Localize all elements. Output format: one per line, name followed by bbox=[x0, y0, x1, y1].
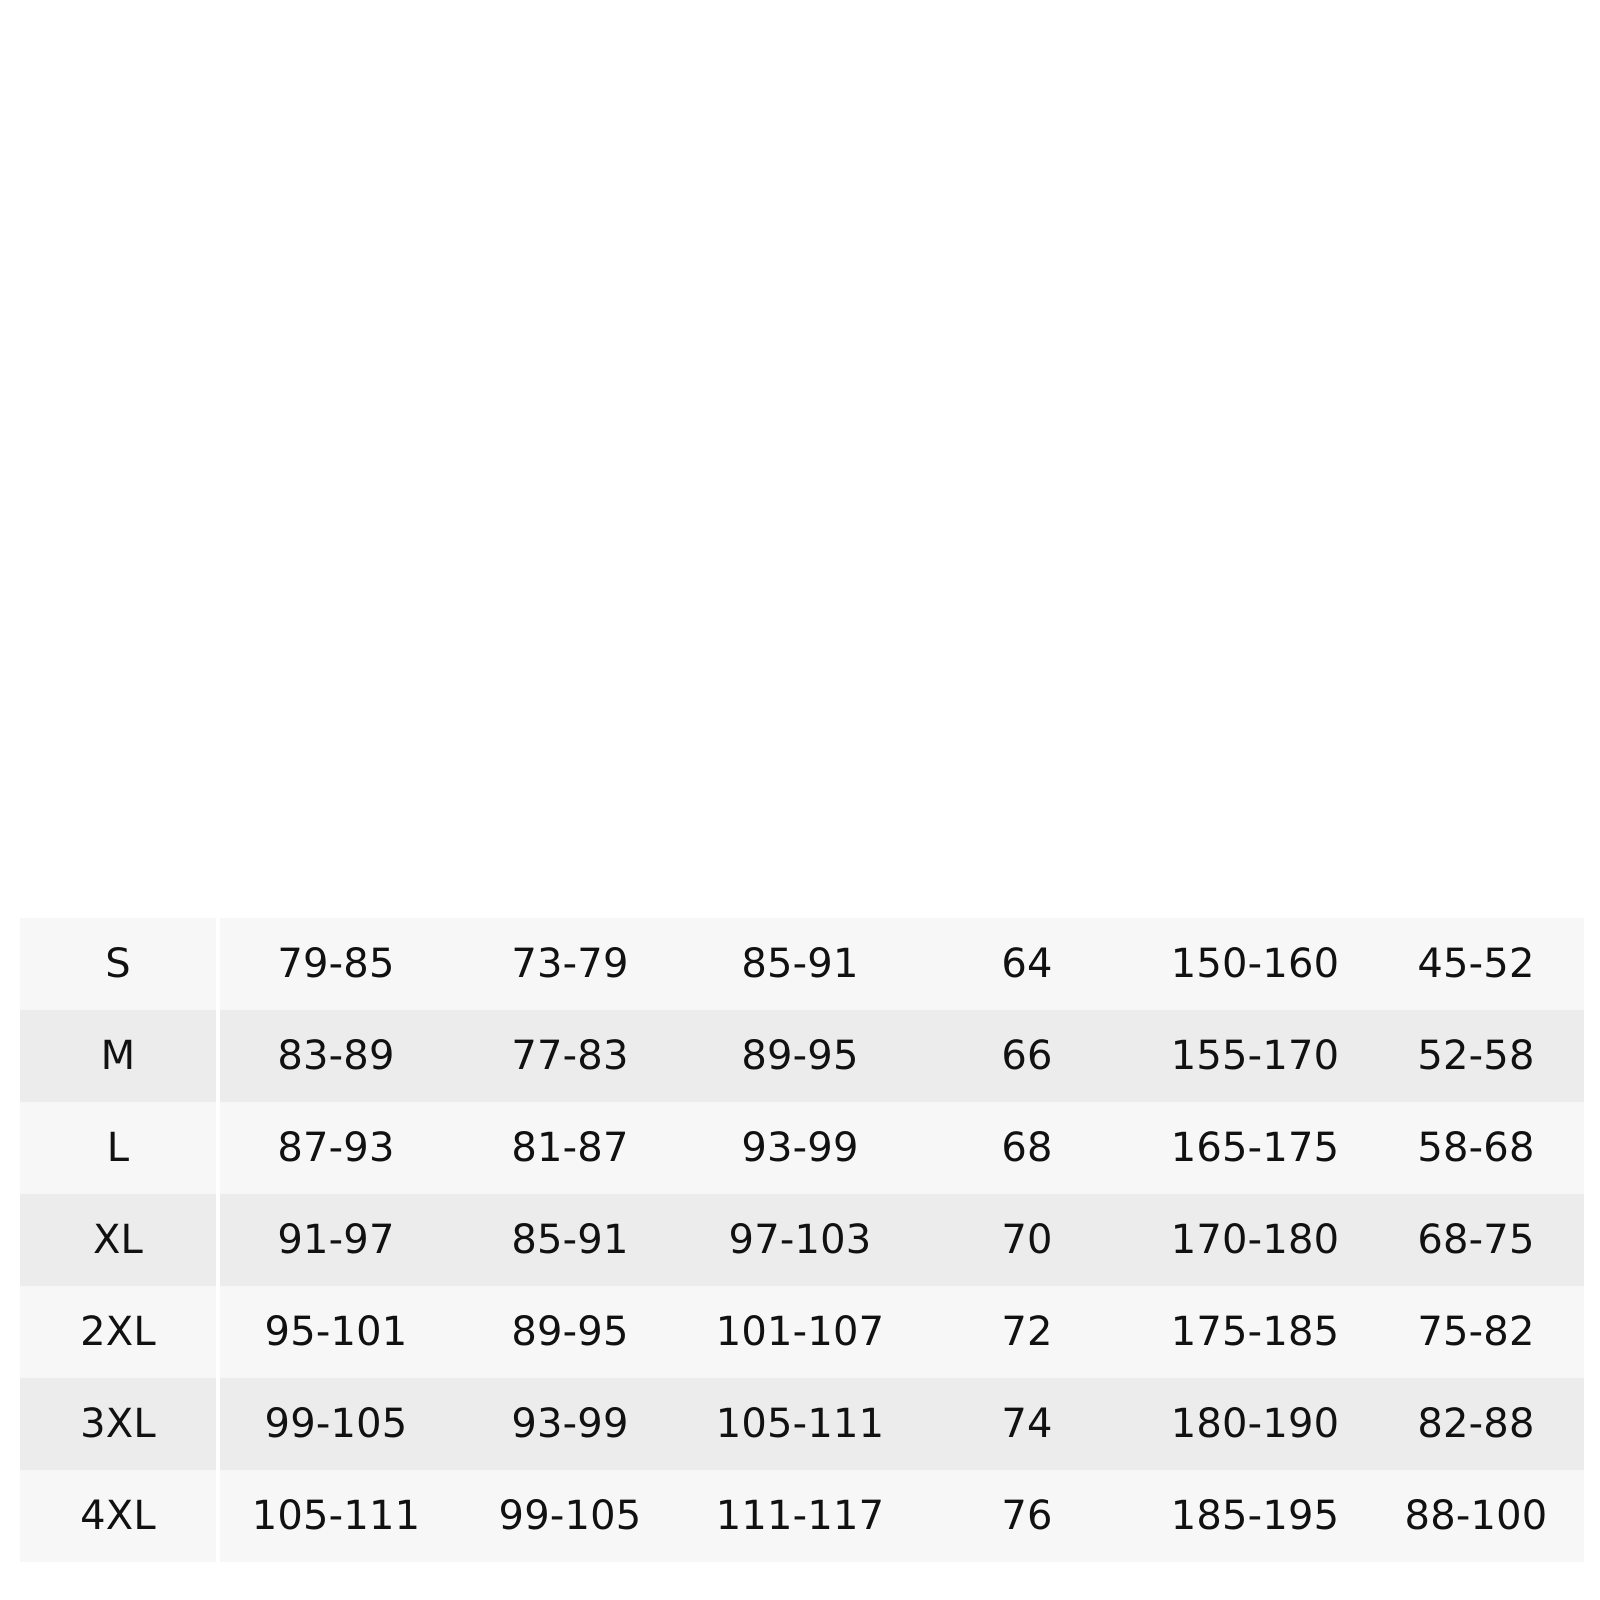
row-values bbox=[220, 1470, 1584, 1562]
table-row bbox=[20, 1194, 1584, 1286]
table-cell: 75-82 bbox=[1417, 1309, 1535, 1355]
table-cell: 99-105 bbox=[498, 1493, 642, 1539]
table-cell: 105-111 bbox=[715, 1401, 885, 1447]
table-cell: 72 bbox=[1001, 1309, 1053, 1355]
row-values bbox=[220, 1194, 1584, 1286]
table-cell: 64 bbox=[1001, 941, 1053, 987]
table-cell: 74 bbox=[1001, 1401, 1053, 1447]
table-cell: 93-99 bbox=[511, 1401, 629, 1447]
row-values bbox=[220, 1286, 1584, 1378]
size-label: M bbox=[20, 1010, 216, 1102]
size-label: L bbox=[20, 1102, 216, 1194]
table-cell: 45-52 bbox=[1417, 941, 1535, 987]
table-cell: 58-68 bbox=[1417, 1125, 1535, 1171]
table-cell: 82-88 bbox=[1417, 1401, 1535, 1447]
row-values bbox=[220, 1378, 1584, 1470]
size-chart-table bbox=[20, 918, 1584, 1562]
size-label: S bbox=[20, 918, 216, 1010]
table-cell: 81-87 bbox=[511, 1125, 629, 1171]
table-row bbox=[20, 1102, 1584, 1194]
table-cell: 68-75 bbox=[1417, 1217, 1535, 1263]
table-cell: 70 bbox=[1001, 1217, 1053, 1263]
table-cell: 91-97 bbox=[277, 1217, 395, 1263]
table-row bbox=[20, 918, 1584, 1010]
table-cell: 89-95 bbox=[511, 1309, 629, 1355]
table-cell: 66 bbox=[1001, 1033, 1053, 1079]
table-cell: 111-117 bbox=[715, 1493, 885, 1539]
table-row bbox=[20, 1470, 1584, 1562]
table-cell: 93-99 bbox=[741, 1125, 859, 1171]
table-cell: 185-195 bbox=[1170, 1493, 1340, 1539]
table-row bbox=[20, 1286, 1584, 1378]
table-cell: 101-107 bbox=[715, 1309, 885, 1355]
table-cell: 150-160 bbox=[1170, 941, 1340, 987]
table-cell: 83-89 bbox=[277, 1033, 395, 1079]
size-label: 4XL bbox=[20, 1470, 216, 1562]
size-label: XL bbox=[20, 1194, 216, 1286]
table-cell: 85-91 bbox=[741, 941, 859, 987]
table-row bbox=[20, 1378, 1584, 1470]
table-cell: 87-93 bbox=[277, 1125, 395, 1171]
table-cell: 99-105 bbox=[264, 1401, 408, 1447]
table-row bbox=[20, 1010, 1584, 1102]
table-cell: 97-103 bbox=[728, 1217, 872, 1263]
table-cell: 52-58 bbox=[1417, 1033, 1535, 1079]
row-values bbox=[220, 1102, 1584, 1194]
table-cell: 95-101 bbox=[264, 1309, 408, 1355]
table-cell: 180-190 bbox=[1170, 1401, 1340, 1447]
table-cell: 73-79 bbox=[511, 941, 629, 987]
table-cell: 155-170 bbox=[1170, 1033, 1340, 1079]
table-cell: 88-100 bbox=[1404, 1493, 1548, 1539]
table-cell: 79-85 bbox=[277, 941, 395, 987]
row-values bbox=[220, 1010, 1584, 1102]
row-values bbox=[220, 918, 1584, 1010]
size-label: 3XL bbox=[20, 1378, 216, 1470]
table-cell: 105-111 bbox=[251, 1493, 421, 1539]
table-cell: 85-91 bbox=[511, 1217, 629, 1263]
table-cell: 170-180 bbox=[1170, 1217, 1340, 1263]
table-cell: 175-185 bbox=[1170, 1309, 1340, 1355]
size-label: 2XL bbox=[20, 1286, 216, 1378]
table-cell: 165-175 bbox=[1170, 1125, 1340, 1171]
table-cell: 89-95 bbox=[741, 1033, 859, 1079]
table-cell: 76 bbox=[1001, 1493, 1053, 1539]
table-cell: 77-83 bbox=[511, 1033, 629, 1079]
table-cell: 68 bbox=[1001, 1125, 1053, 1171]
